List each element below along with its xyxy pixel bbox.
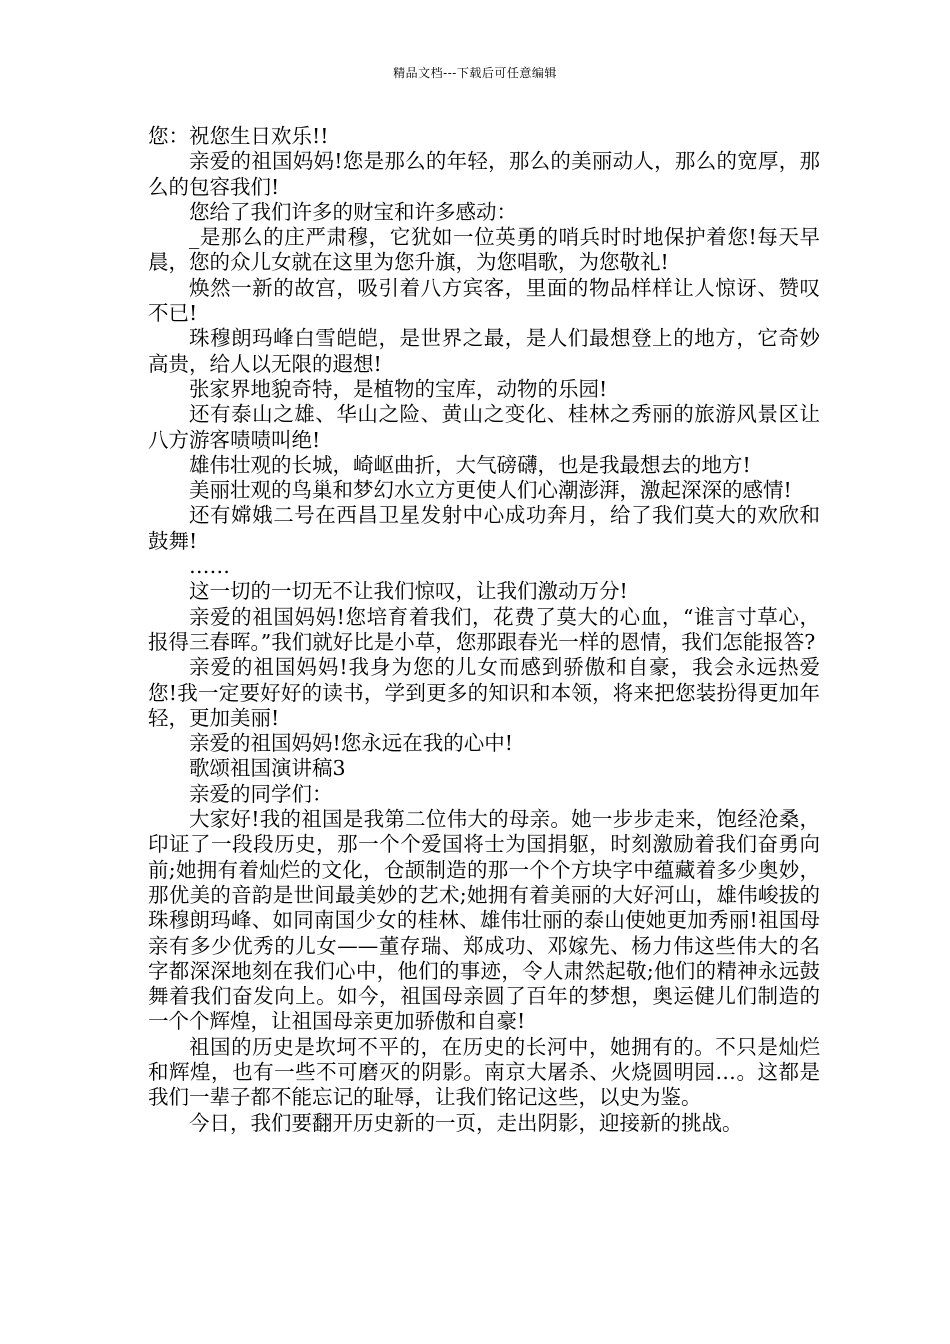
paragraph: 珠穆朗玛峰白雪皑皑，是世界之最，是人们最想登上的地方，它奇妙高贵，给人以无限的遐想! [148,326,820,376]
paragraph: 焕然一新的故宫，吸引着八方宾客，里面的物品样样让人惊讶、赞叹不已! [148,275,820,326]
paragraph: 亲爱的祖国妈妈!您永远在我的心中! [189,731,513,756]
paragraph: 雄伟壮观的长城，崎岖曲折，大气磅礴，也是我最想去的地方! [189,452,751,477]
paragraph: 大家好!我的祖国是我第二位伟大的母亲。她一步步走来，饱经沧桑，印证了一段段历史，那一个个爱国将士为国捐躯，时刻激励着我们奋勇向前;她拥有着灿烂的文化，仓颉制造的那一个个方块字中蕴藏着多少奥妙，那优美的音韵是世间最美妙的艺术;她拥有着美丽的大好河山，雄伟峻拔的珠穆朗玛峰、如同南国少女的桂林、雄伟壮丽的泰山使她更加秀丽!祖国母亲有多少优秀的儿女——董存瑞、郑成功、邓嫁先、杨力伟这些伟大的名字都深深地刻在我们心中，他们的事迹，令人肃然起敬;他们的精神永远鼓舞着我们奋发向上。如今，祖国母亲圆了百年的梦想，奥运健儿们制造的一个个辉煌，让祖国母亲更加骄傲和自豪! [148,807,820,1034]
paragraph: 这一切的一切无不让我们惊叹，让我们激动万分! [189,579,628,604]
paragraph: 张家界地貌奇特，是植物的宝库，动物的乐园! [189,376,608,401]
document-body [148,124,820,1136]
paragraph: 祖国的历史是坎坷不平的，在历史的长河中，她拥有的。不只是灿烂和辉煌，也有一些不可磨灭的阴影。南京大屠杀、火烧圆明园…。这都是我们一辈子都不能忘记的耻辱，让我们铭记这些，以史为鉴。 [148,1034,820,1110]
section-title: 歌颂祖国演讲稿3 [189,756,346,781]
paragraph: 还有泰山之雄、华山之险、黄山之变化、桂林之秀丽的旅游风景区让八方游客啧啧叫绝! [148,402,820,452]
paragraph: 还有嫦娥二号在西昌卫星发射中心成功奔月，给了我们莫大的欢欣和鼓舞! [148,503,820,553]
paragraph: 美丽壮观的鸟巢和梦幻水立方更使人们心潮澎湃，激起深深的感情! [189,478,792,503]
paragraph: 亲爱的祖国妈妈!我身为您的儿女而感到骄傲和自豪，我会永远热爱您!我一定要好好的读书，学到更多的知识和本领，将来把您装扮得更加年轻，更加美丽! [148,655,820,730]
paragraph: _是那么的庄严肃穆，它犹如一位英勇的哨兵时时地保护着您!每天早晨，您的众儿女就在这里为您升旗，为您唱歌，为您敬礼! [148,225,820,275]
page-header: 精品文档---下载后可任意编辑 [393,66,557,80]
paragraph: 您：祝您生日欢乐!! [148,124,329,148]
salutation: 亲爱的同学们： [189,781,333,806]
paragraph: 亲爱的祖国妈妈!您培育着我们，花费了莫大的心血，“谁言寸草心，报得三春晖。”我们就好比是小草，您那跟春光一样的恩情，我们怎能报答? [148,604,820,654]
paragraph: 您给了我们许多的财宝和许多感动： [189,199,517,224]
paragraph: …… [189,554,230,579]
paragraph: 亲爱的祖国妈妈!您是那么的年轻，那么的美丽动人，那么的宽厚，那么的包容我们! [148,149,820,199]
paragraph: 今日，我们要翻开历史新的一页，走出阴影，迎接新的挑战。 [189,1110,743,1135]
